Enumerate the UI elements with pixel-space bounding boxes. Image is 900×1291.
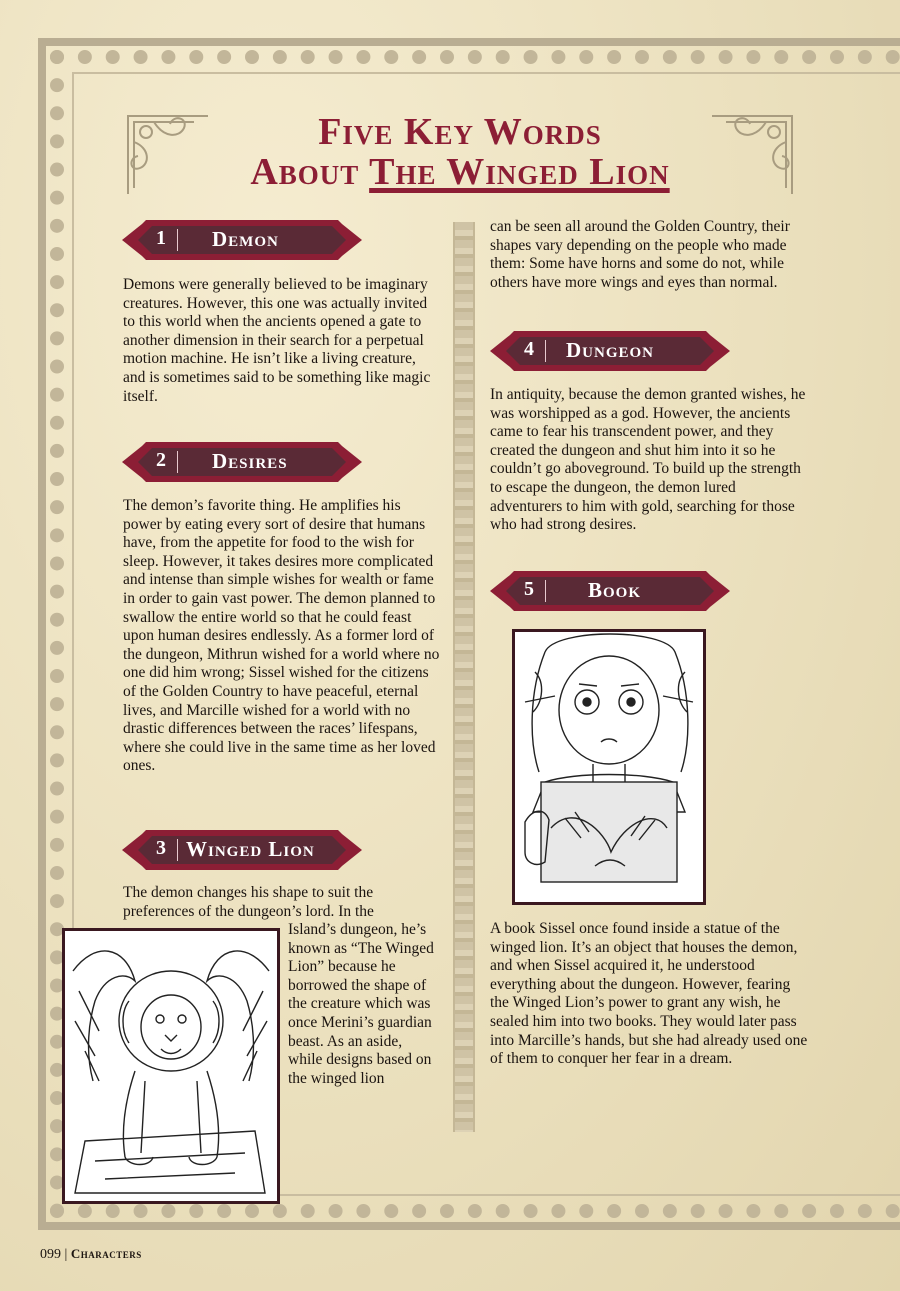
section-3-bar [177, 839, 178, 861]
section-4-banner [490, 331, 730, 371]
section-4-body: In antiquity, because the demon granted wishes, he was worshipped as a god. However, the ancients came to fear his transcendent power, and they created the dungeon and shut him into it so he couldn’t go aboveground. To build up the strength to escape the dungeon, the demon lured adventurers to him with gold, searching for those who had strong desires. [490, 386, 806, 534]
section-5-bar [545, 580, 546, 602]
section-2-number: 2 [156, 449, 166, 471]
page-title [200, 112, 720, 192]
section-3-body-continued: can be seen all around the Golden Country, their shapes vary depending on the people who made them: Some have horns and some do not, while others have more wings and eyes than normal. [490, 218, 790, 291]
section-3-banner [122, 830, 362, 870]
title-line-1: Five Key Words [318, 111, 602, 153]
section-1-heading: Demon [212, 227, 279, 251]
sissel-with-book-icon [515, 632, 703, 902]
title-line-2 [200, 152, 720, 192]
section-5-banner [490, 571, 730, 611]
section-1-banner [122, 220, 362, 260]
column-divider [453, 222, 475, 1132]
section-2-bar [177, 451, 178, 473]
page-footer [40, 1246, 142, 1263]
section-3-heading: Winged Lion [186, 837, 315, 861]
page-number: 099 [40, 1247, 61, 1262]
section-1-number: 1 [156, 227, 166, 249]
section-2-body: The demon’s favorite thing. He amplifies his power by eating every sort of desire that humans have, from the appetite for food to the wish for sleep. However, it takes desires more complicated and intense than simple wishes for wealth or fame in order to gain vast power. The demon planned to swallow the entire world so that he could feast upon human desires endlessly. As a former lord of the dungeon, Mithrun wished for a world where no one did him wrong; Sissel wished for the citizens of the Golden Country to have peaceful, eternal lives, and Marcille wished for a world with no drastic differences between the races’ lifespans, where she could live in the same time as her loved ones. [123, 497, 440, 775]
book-illustration [512, 629, 706, 905]
section-1-bar [177, 229, 178, 251]
section-5-heading: Book [588, 578, 642, 602]
section-4-bar [545, 340, 546, 362]
section-1-body: Demons were generally believed to be imaginary creatures. However, this one was actually invited to this world when the ancients opened a gate to another dimension in their search for a perpetual motion machine. He isn’t like a living creature, and is sometimes said to be something like magic itself. [123, 276, 431, 405]
footer-separator: | [64, 1247, 68, 1262]
section-3-body-intro: The demon changes his shape to suit the preferences of the dungeon’s lord. In the [123, 884, 374, 920]
title-line-2-prefix: About [250, 151, 360, 193]
section-4-number: 4 [524, 338, 534, 360]
section-2-banner [122, 442, 362, 482]
winged-lion-illustration [62, 928, 280, 1204]
footer-section-name: Characters [70, 1246, 142, 1261]
section-4-heading: Dungeon [566, 338, 655, 362]
section-3-number: 3 [156, 837, 166, 859]
section-3-body-wrap: Island’s dungeon, he’s known as “The Winged Lion” because he borrowed the shape of the creature which was once Merini’s guardian beast. As an aside, while designs based on the winged lion [288, 921, 434, 1087]
section-5-number: 5 [524, 578, 534, 600]
section-5-body: A book Sissel once found inside a statue of the winged lion. It’s an object that houses the demon, and when Sissel acquired it, he understood everything about the dungeon. However, fearing the Winged Lion’s power to grant any wish, he sealed him into two books. They would later pass into Marcille’s hands, but she had already used one of them to conquer her fear in a dream. [490, 920, 808, 1068]
title-highlight: The Winged Lion [369, 151, 670, 193]
section-2-heading: Desires [212, 449, 288, 473]
winged-lion-icon [65, 931, 277, 1201]
